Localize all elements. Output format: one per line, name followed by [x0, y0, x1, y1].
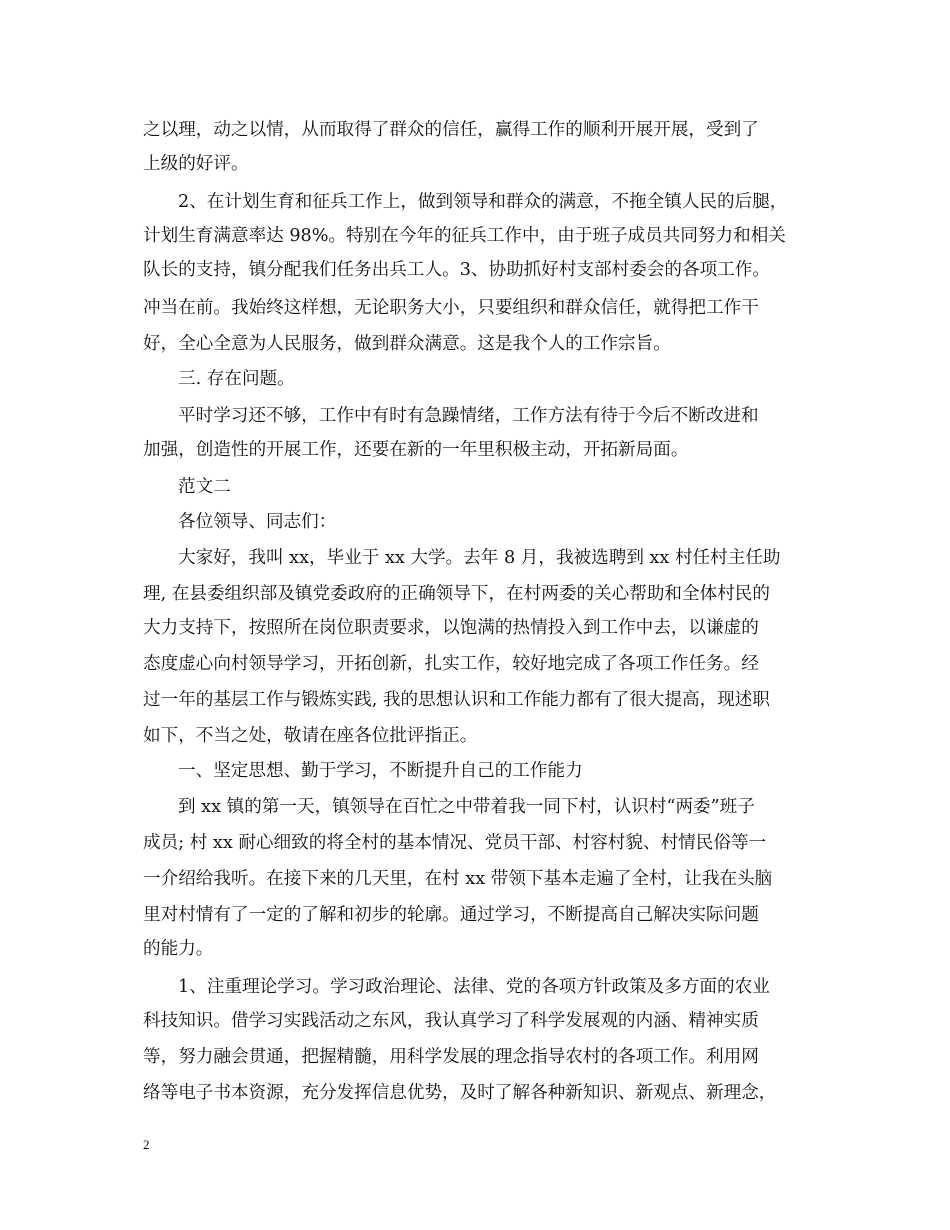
text-line: 理, 在县委组织部及镇党委政府的正确领导下，在村两委的关心帮助和全体村民的: [143, 584, 770, 604]
page-number: 2: [143, 1137, 150, 1152]
section-heading: 范文二: [178, 477, 231, 497]
text-line: 一介绍给我听。在接下来的几天里，在村 xx 带领下基本走遍了全村，让我在头脑: [143, 869, 773, 889]
text-line: 等，努力融会贯通，把握精髓，用科学发展的理念指导农村的各项工作。利用网: [143, 1047, 759, 1067]
text-line: 之以理，动之以情，从而取得了群众的信任，赢得工作的顺利开展开展，受到了: [143, 120, 759, 140]
text-line: 如下，不当之处，敬请在座各位批评指正。: [143, 726, 478, 746]
text-line: 大力支持下，按照所在岗位职责要求，以饱满的热情投入到工作中去，以谦虚的: [143, 618, 759, 638]
text-line: 队长的支持，镇分配我们任务出兵工人。3、协助抓好村支部村委会的各项工作。: [143, 260, 770, 280]
text-line: 大家好，我叫 xx，毕业于 xx 大学。去年 8 月，我被选聘到 xx 村任村主任助: [178, 548, 781, 568]
section-heading: 三. 存在问题。: [178, 369, 295, 389]
text-line: 络等电子书本资源，充分发挥信息优势，及时了解各种新知识、新观点、新理念，: [143, 1083, 777, 1103]
text-line: 态度虚心向村领导学习，开拓创新，扎实工作，较好地完成了各项工作任务。经: [143, 654, 759, 674]
text-line: 平时学习还不够，工作中有时有急躁情绪，工作方法有待于今后不断改进和: [178, 406, 759, 426]
salutation: 各位领导、同志们：: [178, 512, 337, 532]
text-line: 冲当在前。我始终这样想，无论职务大小，只要组织和群众信任，就得把工作干: [143, 298, 759, 318]
text-line: 计划生育满意率达 98%。特别在今年的征兵工作中，由于班子成员共同努力和相关: [143, 226, 786, 246]
text-line: 加强，创造性的开展工作，还要在新的一年里积极主动，开拓新局面。: [143, 440, 689, 460]
text-line: 好，全心全意为人民服务，做到群众满意。这是我个人的工作宗旨。: [143, 334, 671, 354]
text-line: 2、在计划生育和征兵工作上，做到领导和群众的满意，不拖全镇人民的后腿，: [178, 192, 788, 212]
text-line: 成员; 村 xx 耐心细致的将全村的基本情况、党员干部、村容村貌、村情民俗等一: [143, 833, 767, 853]
text-line: 科技知识。借学习实践活动之东风，我认真学习了科学发展观的内涵、精神实质: [143, 1011, 759, 1031]
section-heading: 一、坚定思想、勤于学习，不断提升自己的工作能力: [178, 761, 583, 781]
text-line: 的能力。: [143, 939, 214, 959]
text-line: 到 xx 镇的第一天，镇领导在百忙之中带着我一同下村，认识村“两委”班子: [178, 797, 755, 817]
text-line: 里对村情有了一定的了解和初步的轮廓。通过学习，不断提高自己解决实际问题: [143, 905, 759, 925]
text-line: 1、注重理论学习。学习政治理论、法律、党的各项方针政策及多方面的农业: [178, 977, 770, 997]
text-line: 过一年的基层工作与锻炼实践, 我的思想认识和工作能力都有了很大提高，现述职: [143, 690, 770, 710]
text-line: 上级的好评。: [143, 154, 249, 174]
